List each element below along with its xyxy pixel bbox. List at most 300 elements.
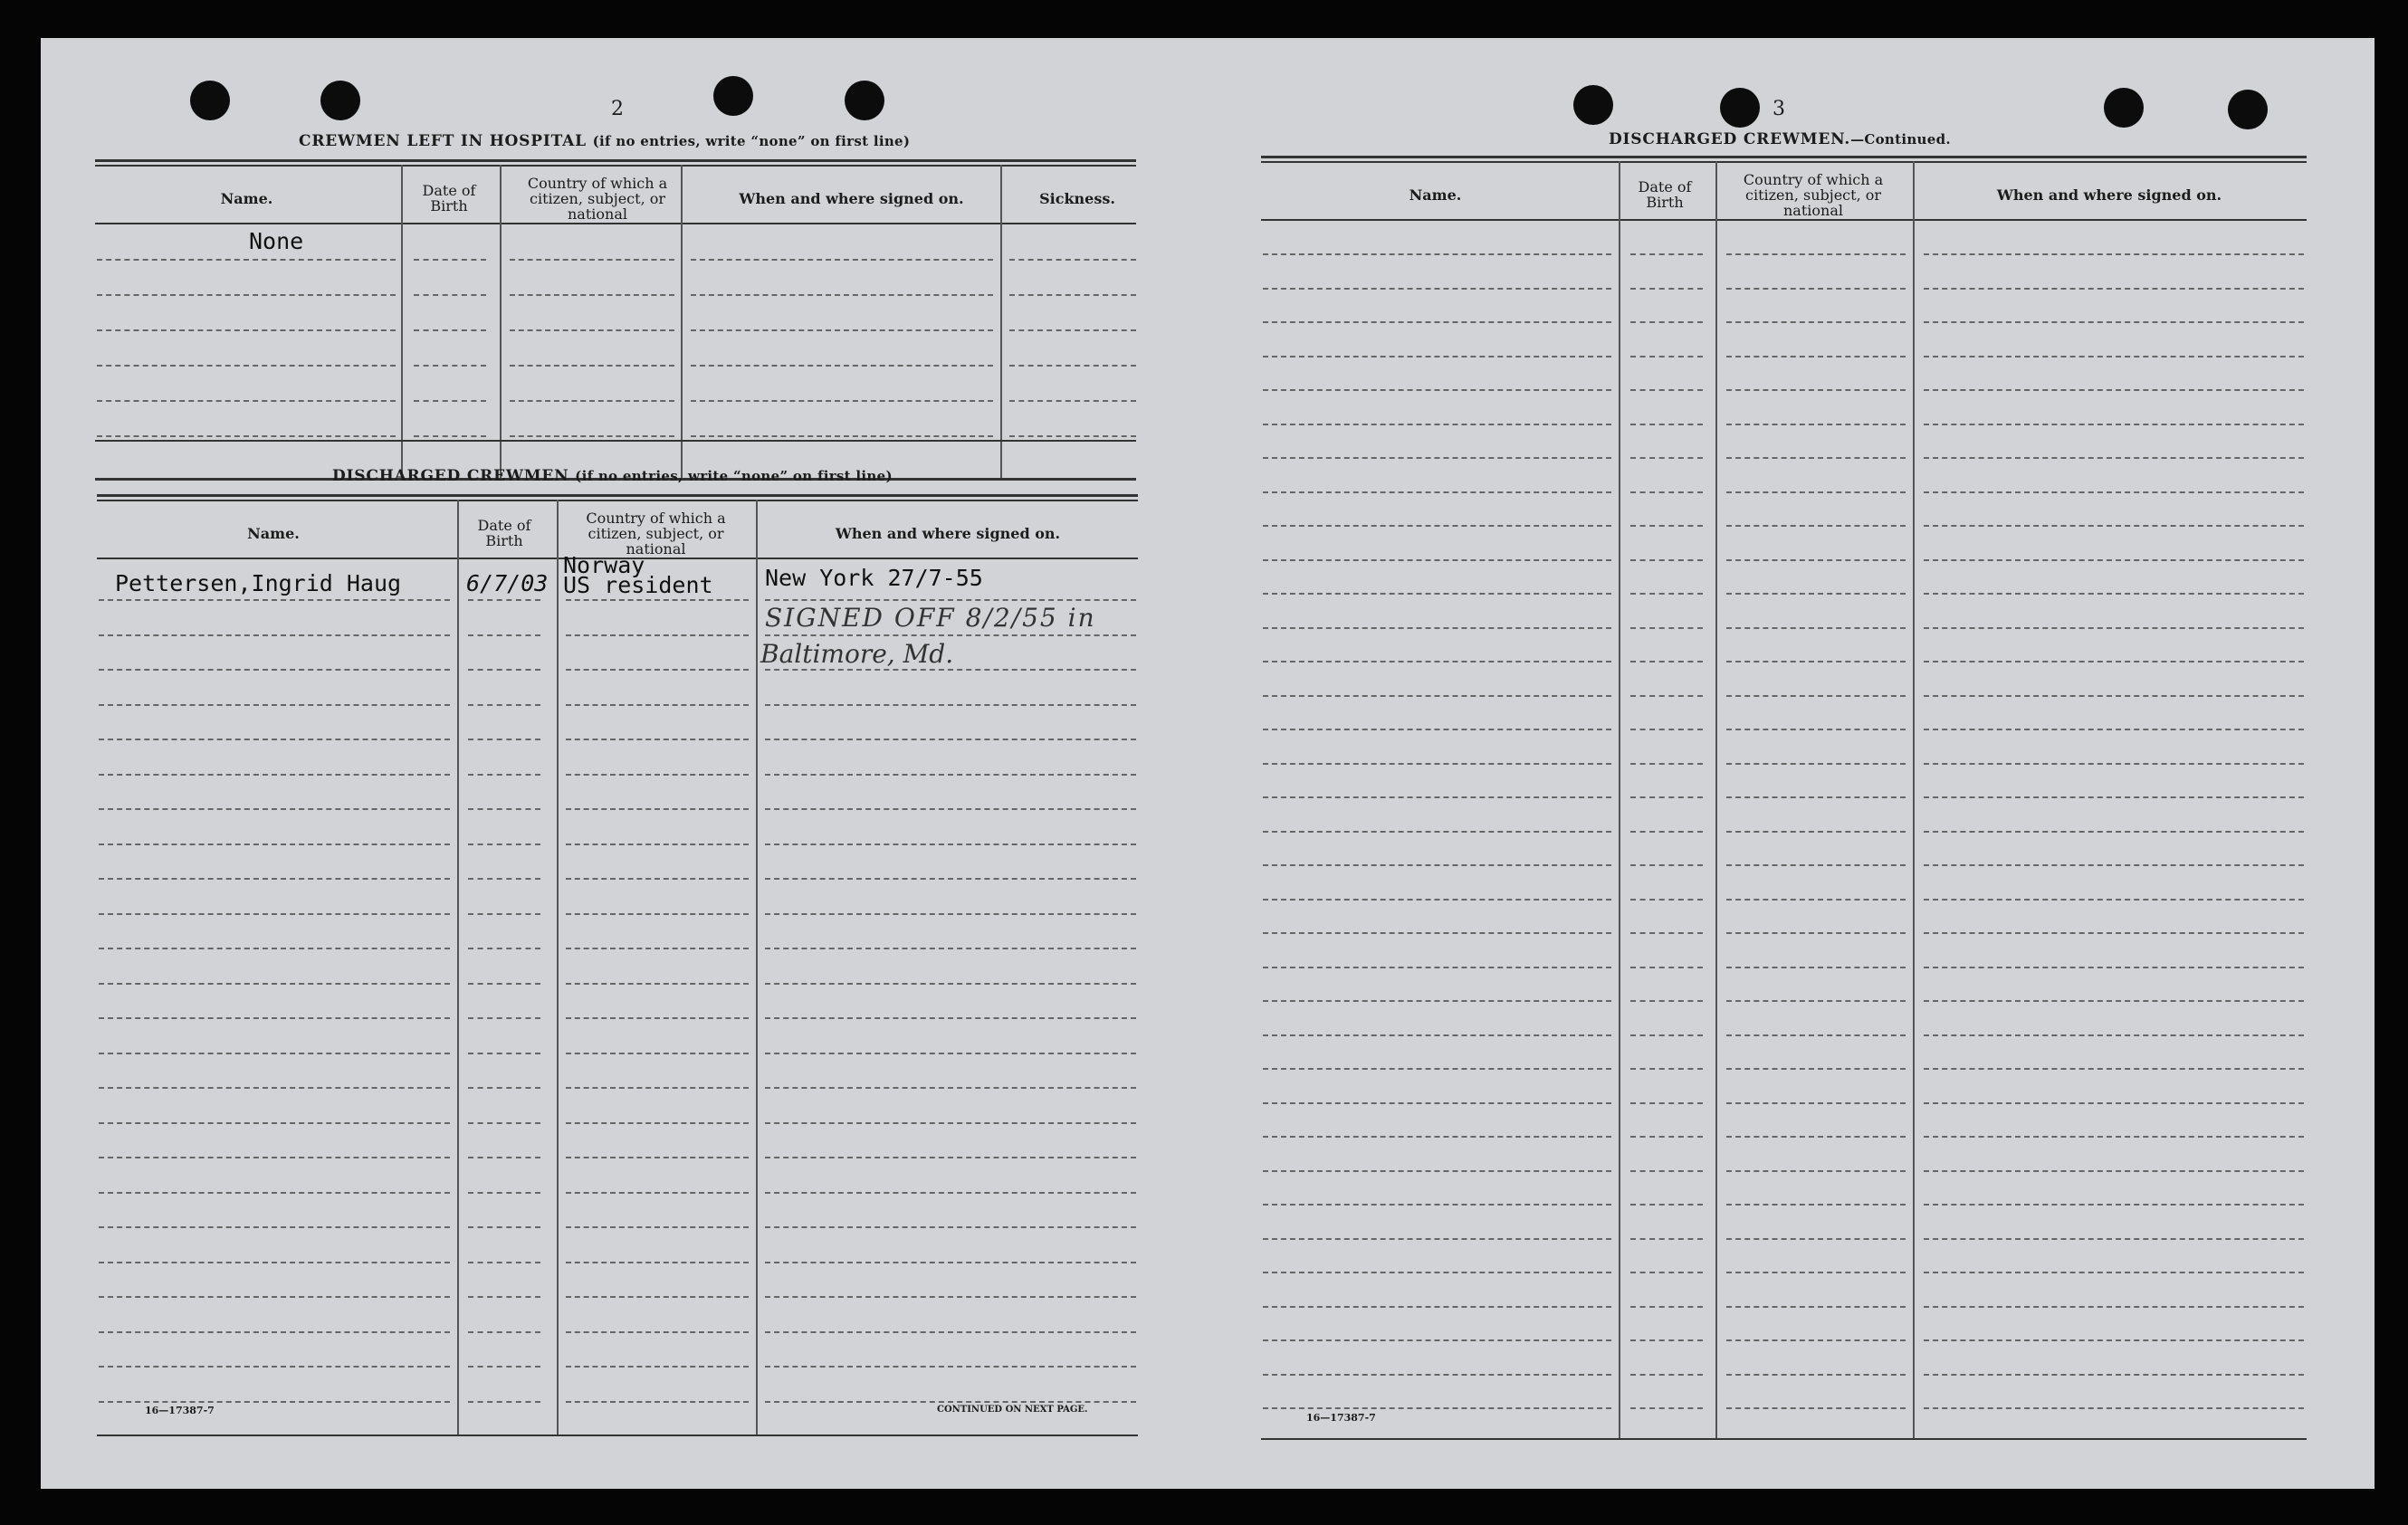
ruled-line (566, 1192, 749, 1194)
ruled-line (1726, 1306, 1906, 1308)
hospital-col-dob: Date of Birth (422, 182, 476, 214)
ruled-line (1263, 1339, 1611, 1341)
ruled-line (1630, 424, 1703, 425)
ruled-line (468, 808, 540, 810)
ruled-line (510, 435, 674, 437)
ruled-line (468, 913, 540, 915)
ruled-line (765, 1192, 1136, 1194)
ruled-line (1630, 627, 1703, 629)
hospital-col-sickness: Sickness. (1039, 189, 1115, 207)
ruled-line (468, 669, 540, 671)
ruled-line (765, 808, 1136, 810)
ruled-line (1630, 1102, 1703, 1104)
ruled-line (765, 1226, 1136, 1228)
ruled-line (1263, 1068, 1611, 1070)
ruled-line (468, 704, 540, 706)
ruled-line (1924, 1136, 2304, 1138)
crewman-dob: 6/7/03 (466, 570, 549, 596)
ruled-line (1924, 559, 2304, 561)
ruled-line (1263, 932, 1611, 934)
ruled-line (468, 844, 540, 845)
ruled-line (1726, 253, 1906, 255)
continued-title-note: —Continued. (1850, 131, 1951, 148)
ruled-line (566, 1401, 749, 1403)
ruled-line (566, 808, 749, 810)
ruled-line (1924, 525, 2304, 527)
ruled-line (765, 739, 1136, 740)
ruled-line (1630, 899, 1703, 901)
ruled-line (99, 913, 450, 915)
ruled-line (99, 1401, 450, 1403)
ruled-line (468, 1296, 540, 1298)
ruled-line (1263, 627, 1611, 629)
ruled-line (1630, 1238, 1703, 1240)
column-divider (1715, 161, 1717, 1440)
ruled-line (1924, 1339, 2304, 1341)
ruled-line (468, 1192, 540, 1194)
punch-hole (1573, 85, 1613, 125)
ruled-line (1726, 1034, 1906, 1036)
hospital-col-signed-on: When and where signed on. (739, 189, 964, 207)
ruled-line (1630, 1272, 1703, 1273)
ruled-line (1630, 729, 1703, 730)
right-col-signed-on: When and where signed on. (1996, 186, 2222, 204)
continued-title-text: DISCHARGED CREWMEN. (1609, 130, 1851, 148)
ruled-line (1924, 356, 2304, 357)
ruled-line (765, 1296, 1136, 1298)
ruled-line (99, 808, 450, 810)
ruled-line (468, 634, 540, 636)
ruled-line (1630, 661, 1703, 662)
ruled-line (1263, 1238, 1611, 1240)
ruled-line (1924, 661, 2304, 662)
ruled-line (566, 878, 749, 880)
table-rule (97, 1434, 1138, 1436)
ruled-line (1924, 763, 2304, 765)
continued-note: CONTINUED ON NEXT PAGE. (937, 1405, 1088, 1415)
ruled-line (1924, 1272, 2304, 1273)
ruled-line (97, 294, 396, 296)
ruled-line (1263, 967, 1611, 968)
table-rule (1261, 161, 2307, 163)
ruled-line (1630, 559, 1703, 561)
ruled-line (414, 259, 486, 261)
ruled-line (510, 400, 674, 402)
ruled-line (1263, 864, 1611, 866)
ruled-line (99, 844, 450, 845)
ruled-line (468, 1331, 540, 1333)
ruled-line (566, 1331, 749, 1333)
ruled-line (99, 704, 450, 706)
ruled-line (1726, 864, 1906, 866)
punch-hole (2104, 88, 2144, 128)
crewman-country-line2: US resident (563, 572, 713, 598)
ruled-line (1263, 457, 1611, 459)
ruled-line (1263, 1102, 1611, 1104)
column-divider (681, 165, 683, 478)
ruled-line (1726, 1204, 1906, 1206)
ruled-line (1924, 1374, 2304, 1376)
ruled-line (1263, 1272, 1611, 1273)
ruled-line (1924, 729, 2304, 730)
ruled-line (1924, 1204, 2304, 1206)
discharged-col-signed-on: When and where signed on. (835, 524, 1061, 542)
ruled-line (765, 1262, 1136, 1263)
ruled-line (1924, 491, 2304, 493)
ruled-line (97, 400, 396, 402)
ruled-line (765, 1122, 1136, 1124)
right-col-country: Country of which a citizen, subject, or national (1743, 170, 1884, 219)
table-rule (97, 500, 1138, 501)
ruled-line (1924, 627, 2304, 629)
ruled-line (468, 983, 540, 985)
ruled-line (1726, 593, 1906, 595)
ruled-line (691, 400, 993, 402)
ruled-line (566, 844, 749, 845)
punch-hole (1720, 88, 1760, 128)
ruled-line (1924, 1306, 2304, 1308)
ruled-line (1630, 932, 1703, 934)
ruled-line (1263, 1136, 1611, 1138)
ruled-line (1726, 1000, 1906, 1002)
ruled-line (468, 739, 540, 740)
ruled-line (1630, 1034, 1703, 1036)
ruled-line (1630, 1170, 1703, 1172)
hospital-entry: None (249, 228, 304, 254)
ruled-line (99, 1366, 450, 1368)
form-number: 16—17387-7 (1306, 1412, 1376, 1424)
column-divider (500, 165, 502, 478)
ruled-line (691, 259, 993, 261)
ruled-line (1726, 457, 1906, 459)
ruled-line (765, 983, 1136, 985)
ruled-line (1263, 424, 1611, 425)
punch-hole (713, 76, 753, 116)
ruled-line (99, 878, 450, 880)
ruled-line (1009, 259, 1136, 261)
ruled-line (1630, 491, 1703, 493)
punch-hole (190, 81, 230, 120)
table-rule (95, 159, 1136, 162)
ruled-line (1726, 525, 1906, 527)
ruled-line (1726, 389, 1906, 391)
ruled-line (566, 1296, 749, 1298)
ruled-line (566, 1226, 749, 1228)
table-rule (95, 165, 1136, 167)
ruled-line (1630, 253, 1703, 255)
ruled-line (1726, 899, 1906, 901)
ruled-line (1630, 457, 1703, 459)
ruled-line (1924, 593, 2304, 595)
ruled-line (1630, 864, 1703, 866)
ruled-line (765, 669, 1136, 671)
ruled-line (510, 365, 674, 367)
form-number: 16—17387-7 (145, 1405, 215, 1416)
crewman-country-line1: Norway (563, 552, 645, 578)
ruled-line (468, 878, 540, 880)
ruled-line (468, 1017, 540, 1019)
ruled-line (1924, 796, 2304, 798)
ruled-line (1924, 288, 2304, 290)
ruled-line (1924, 424, 2304, 425)
ruled-line (1263, 321, 1611, 323)
ruled-line (1924, 831, 2304, 833)
discharged-title-note: (if no entries, write “none” on first line) (575, 468, 893, 484)
ruled-line (1630, 796, 1703, 798)
ruled-line (765, 1401, 1136, 1403)
discharged-col-country: Country of which a citizen, subject, or national (586, 509, 726, 558)
ruled-line (1726, 424, 1906, 425)
ruled-line (765, 1017, 1136, 1019)
hospital-section-title (299, 132, 910, 150)
column-divider (1913, 161, 1915, 1440)
ruled-line (1924, 932, 2304, 934)
ruled-line (566, 983, 749, 985)
ruled-line (566, 634, 749, 636)
ruled-line (1924, 321, 2304, 323)
continued-section-title (1609, 130, 1951, 148)
column-divider (756, 500, 758, 1434)
ruled-line (1630, 695, 1703, 697)
ruled-line (510, 259, 674, 261)
ruled-line (765, 844, 1136, 845)
discharged-col-name: Name. (247, 524, 300, 542)
ruled-line (1009, 294, 1136, 296)
column-divider (557, 500, 559, 1434)
ruled-line (765, 1366, 1136, 1368)
ruled-line (1263, 763, 1611, 765)
ruled-line (99, 599, 450, 601)
table-rule (1261, 156, 2307, 158)
document-sheet (41, 38, 2375, 1489)
table-rule (1261, 219, 2307, 221)
hospital-col-name: Name. (220, 189, 273, 207)
ruled-line (99, 1017, 450, 1019)
ruled-line (1726, 1102, 1906, 1104)
ruled-line (1630, 1068, 1703, 1070)
ruled-line (765, 704, 1136, 706)
ruled-line (1924, 695, 2304, 697)
ruled-line (99, 1192, 450, 1194)
ruled-line (1726, 1136, 1906, 1138)
ruled-line (1726, 321, 1906, 323)
ruled-line (1263, 389, 1611, 391)
ruled-line (99, 1087, 450, 1089)
ruled-line (468, 1087, 540, 1089)
ruled-line (1726, 695, 1906, 697)
ruled-line (1726, 356, 1906, 357)
ruled-line (1924, 1034, 2304, 1036)
ruled-line (1263, 1204, 1611, 1206)
ruled-line (414, 329, 486, 331)
column-divider (401, 165, 403, 478)
ruled-line (97, 259, 396, 261)
ruled-line (765, 1331, 1136, 1333)
ruled-line (1924, 967, 2304, 968)
ruled-line (414, 365, 486, 367)
ruled-line (1630, 593, 1703, 595)
crewman-name: Pettersen,Ingrid Haug (115, 570, 402, 596)
ruled-line (1726, 1272, 1906, 1273)
ruled-line (1630, 1407, 1703, 1409)
discharged-section-title (332, 467, 893, 485)
punch-hole (845, 81, 884, 120)
handwritten-signed-off: SIGNED OFF 8/2/55 in (765, 603, 1096, 633)
ruled-line (1630, 321, 1703, 323)
page-number: 2 (611, 98, 624, 120)
ruled-line (691, 294, 993, 296)
ruled-line (1924, 1238, 2304, 1240)
ruled-line (1263, 1407, 1611, 1409)
ruled-line (1726, 796, 1906, 798)
ruled-line (1924, 389, 2304, 391)
table-rule (1261, 1438, 2307, 1440)
ruled-line (510, 329, 674, 331)
ruled-line (566, 1262, 749, 1263)
ruled-line (1726, 1238, 1906, 1240)
ruled-line (566, 1366, 749, 1368)
ruled-line (1263, 661, 1611, 662)
ruled-line (99, 948, 450, 949)
ruled-line (99, 983, 450, 985)
ruled-line (414, 400, 486, 402)
ruled-line (1726, 831, 1906, 833)
ruled-line (1263, 695, 1611, 697)
ruled-line (691, 365, 993, 367)
table-rule (97, 494, 1138, 497)
ruled-line (1263, 831, 1611, 833)
ruled-line (1263, 1374, 1611, 1376)
ruled-line (566, 739, 749, 740)
ruled-line (1263, 593, 1611, 595)
ruled-line (1726, 661, 1906, 662)
ruled-line (1630, 356, 1703, 357)
ruled-line (691, 435, 993, 437)
ruled-line (97, 365, 396, 367)
ruled-line (1263, 796, 1611, 798)
ruled-line (468, 1262, 540, 1263)
ruled-line (1630, 1306, 1703, 1308)
ruled-line (1009, 329, 1136, 331)
ruled-line (765, 1087, 1136, 1089)
table-rule (95, 223, 1136, 224)
column-divider (1000, 165, 1002, 478)
ruled-line (765, 599, 1136, 601)
ruled-line (566, 704, 749, 706)
ruled-line (99, 669, 450, 671)
ruled-line (1263, 491, 1611, 493)
ruled-line (99, 1262, 450, 1263)
ruled-line (99, 634, 450, 636)
ruled-line (566, 774, 749, 776)
ruled-line (1263, 1306, 1611, 1308)
ruled-line (1630, 967, 1703, 968)
right-col-name: Name. (1409, 186, 1462, 204)
ruled-line (99, 774, 450, 776)
ruled-line (1726, 627, 1906, 629)
ruled-line (510, 294, 674, 296)
page-number: 3 (1773, 98, 1785, 120)
ruled-line (566, 599, 749, 601)
ruled-line (1924, 899, 2304, 901)
ruled-line (468, 1366, 540, 1368)
ruled-line (99, 1053, 450, 1054)
ruled-line (97, 435, 396, 437)
ruled-line (1630, 763, 1703, 765)
ruled-line (1726, 1068, 1906, 1070)
ruled-line (1263, 253, 1611, 255)
ruled-line (1009, 400, 1136, 402)
ruled-line (1924, 1170, 2304, 1172)
ruled-line (1630, 1204, 1703, 1206)
ruled-line (765, 913, 1136, 915)
ruled-line (1726, 1170, 1906, 1172)
ruled-line (1263, 1170, 1611, 1172)
ruled-line (1630, 525, 1703, 527)
ruled-line (1726, 932, 1906, 934)
handwritten-location: Baltimore, Md. (760, 639, 954, 669)
ruled-line (691, 329, 993, 331)
ruled-line (765, 948, 1136, 949)
ruled-line (1924, 253, 2304, 255)
ruled-line (765, 774, 1136, 776)
ruled-line (1726, 1339, 1906, 1341)
ruled-line (1630, 831, 1703, 833)
ruled-line (566, 1122, 749, 1124)
ruled-line (1630, 1136, 1703, 1138)
ruled-line (1726, 491, 1906, 493)
ruled-line (468, 599, 540, 601)
ruled-line (1263, 559, 1611, 561)
ruled-line (99, 1331, 450, 1333)
ruled-line (1924, 1068, 2304, 1070)
ruled-line (765, 634, 1136, 636)
ruled-line (566, 1053, 749, 1054)
ruled-line (99, 1157, 450, 1158)
ruled-line (468, 1401, 540, 1403)
table-rule (95, 440, 1136, 442)
ruled-line (765, 878, 1136, 880)
ruled-line (1726, 763, 1906, 765)
ruled-line (468, 1122, 540, 1124)
ruled-line (1263, 1034, 1611, 1036)
ruled-line (1924, 864, 2304, 866)
ruled-line (468, 1053, 540, 1054)
ruled-line (1924, 457, 2304, 459)
ruled-line (99, 1226, 450, 1228)
ruled-line (414, 294, 486, 296)
ruled-line (414, 435, 486, 437)
ruled-line (99, 1122, 450, 1124)
ruled-line (1263, 1000, 1611, 1002)
ruled-line (1263, 729, 1611, 730)
ruled-line (1726, 967, 1906, 968)
hospital-col-country: Country of which a citizen, subject, or national (527, 174, 668, 223)
ruled-line (1726, 288, 1906, 290)
ruled-line (99, 1296, 450, 1298)
column-divider (1619, 161, 1620, 1440)
ruled-line (1726, 1374, 1906, 1376)
ruled-line (1924, 1407, 2304, 1409)
ruled-line (1630, 389, 1703, 391)
ruled-line (765, 1053, 1136, 1054)
ruled-line (468, 1226, 540, 1228)
hospital-title-text: CREWMEN LEFT IN HOSPITAL (299, 132, 587, 150)
punch-hole (2228, 90, 2268, 129)
ruled-line (1263, 288, 1611, 290)
ruled-line (566, 669, 749, 671)
ruled-line (468, 1157, 540, 1158)
